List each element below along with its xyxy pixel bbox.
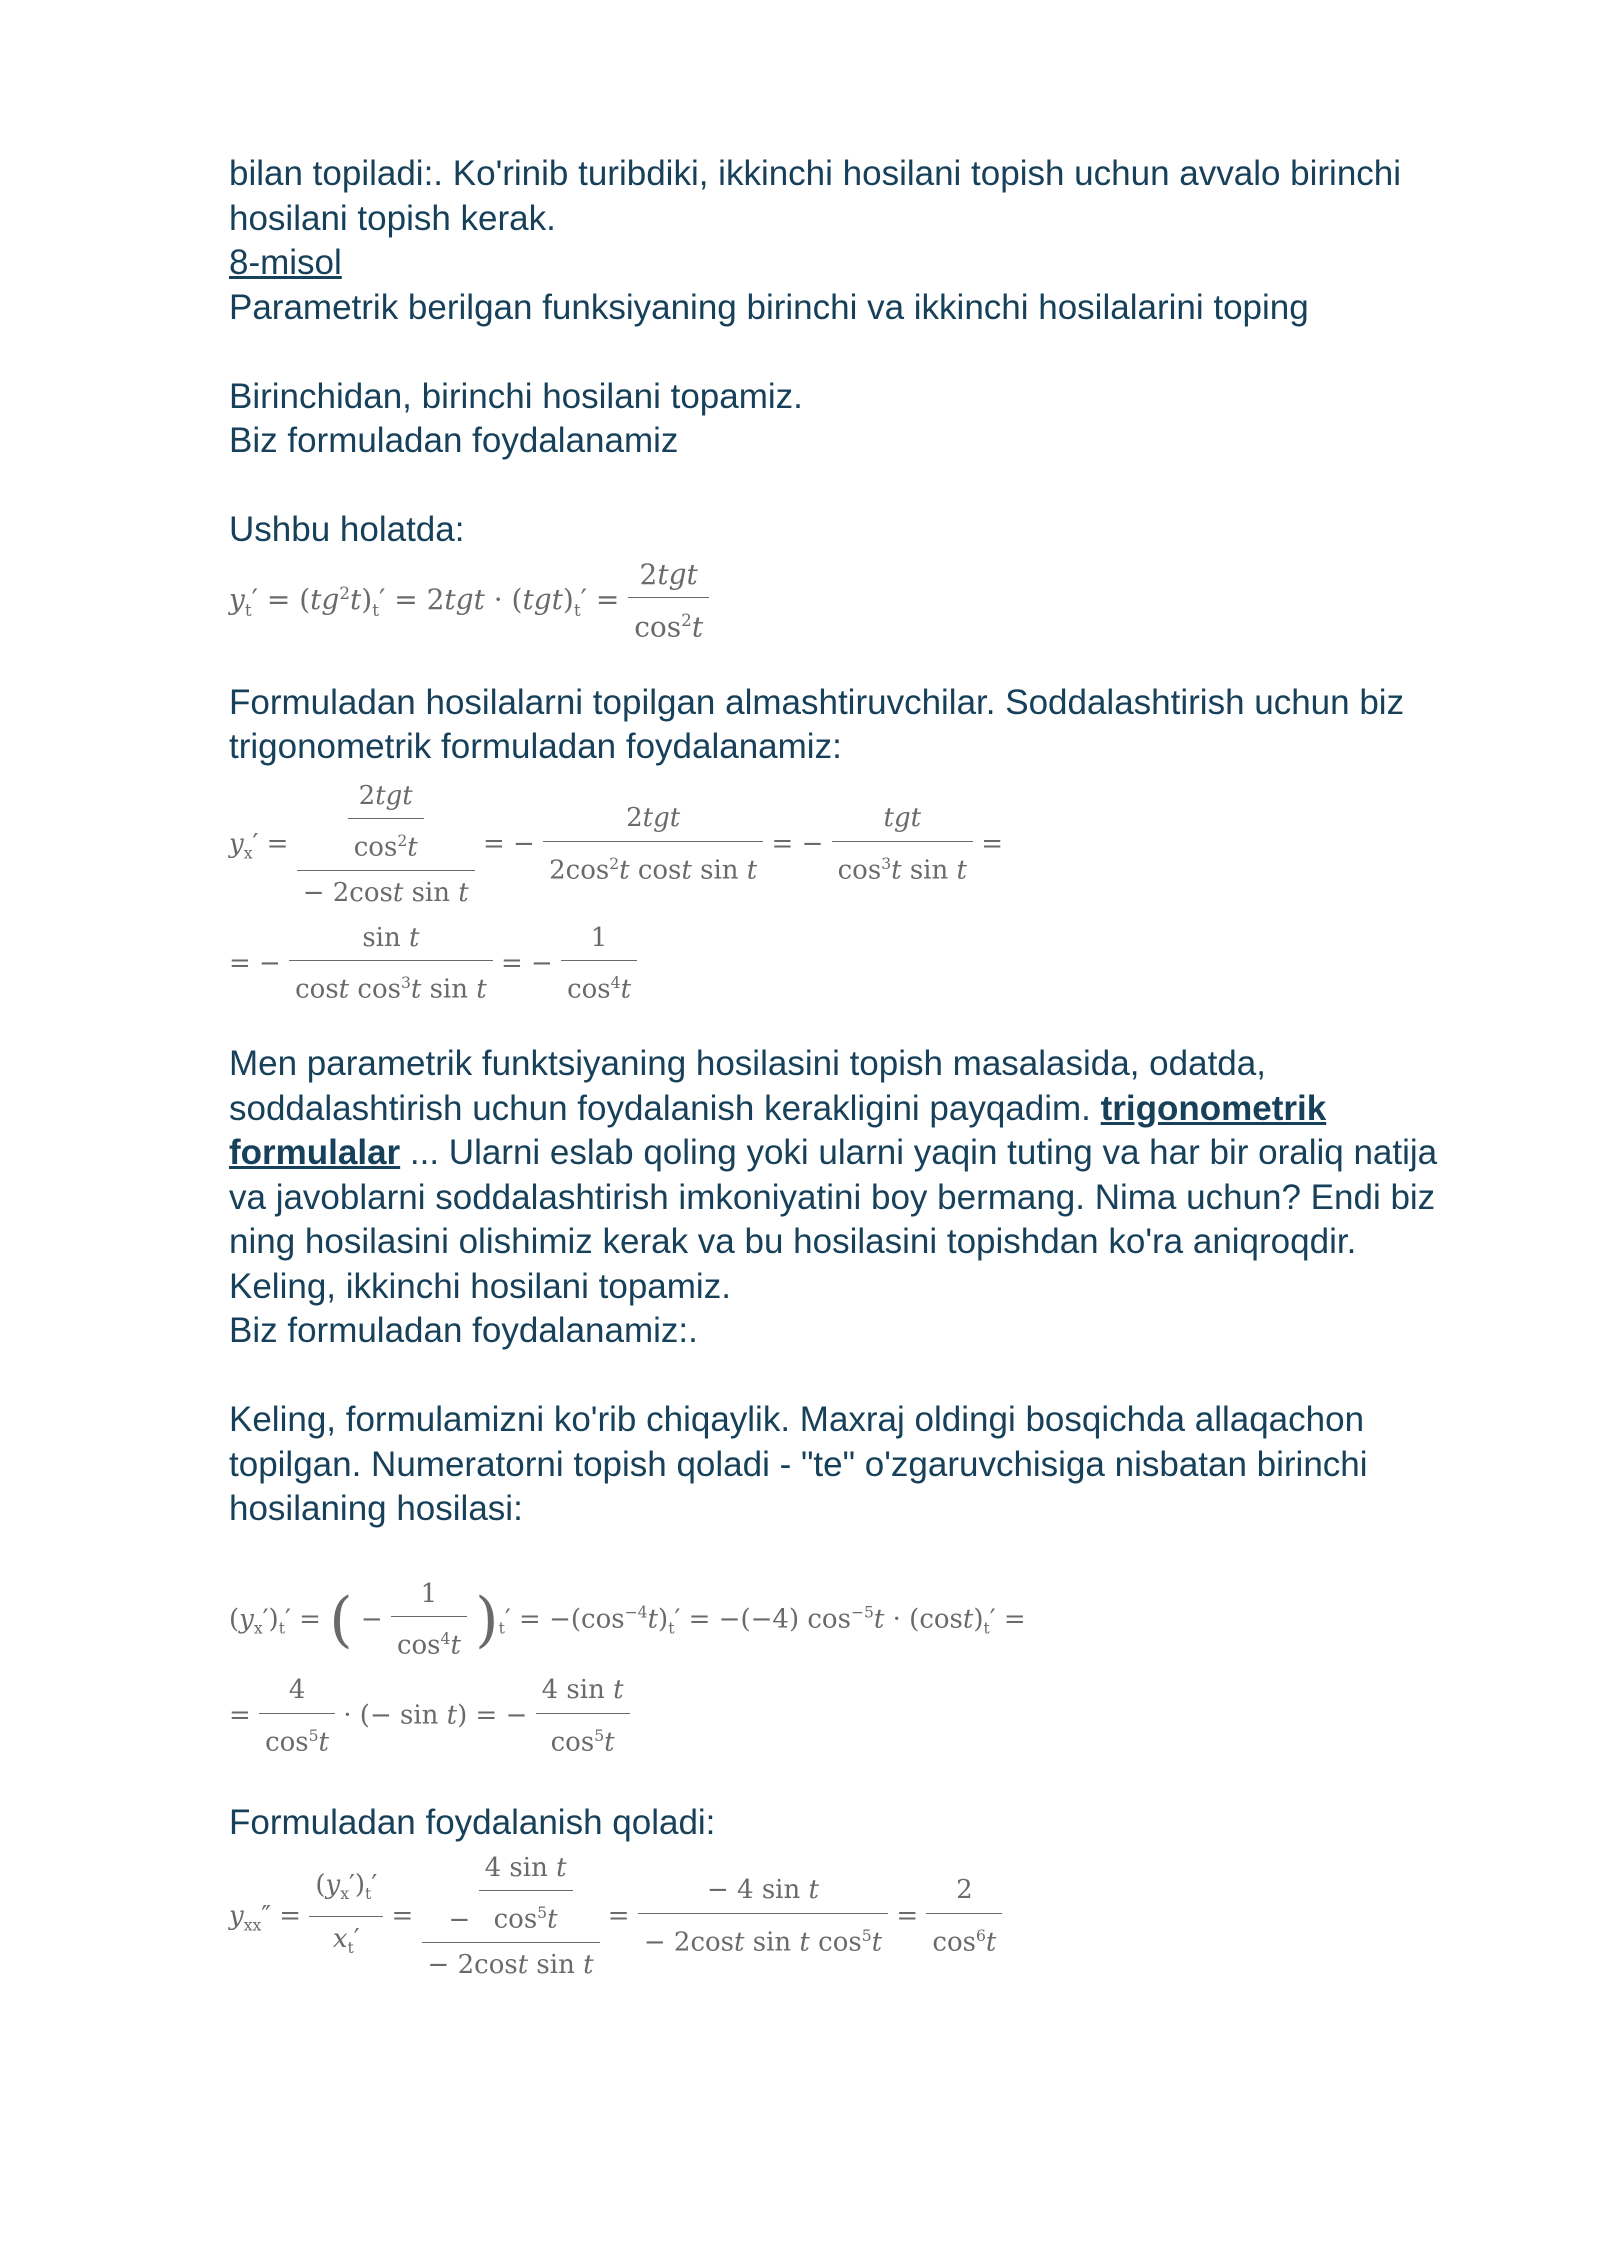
paragraph-formula-use-2: Biz formuladan foydalanamiz:. <box>229 1311 698 1351</box>
paragraph-intro: bilan topiladi:. Ko'rinib turibdiki, ikkinchi hosilani topish uchun avvalo birinchi hosilani topish kerak. <box>229 154 1402 238</box>
trig-formulas-link[interactable]: trigonometrik formulalar <box>229 1088 1327 1173</box>
paragraph-first-derivative: Birinchidan, birinchi hosilani topamiz. <box>229 376 803 416</box>
example-link[interactable]: 8-misol <box>229 243 342 282</box>
formula-numerator-cont: = $\frac{4}{\cos^5t}$ · (− sin t) = − $\frac{\text{4 sin t}}{\cos^5t}$ <box>229 1668 1469 1765</box>
formula-dy-dx: $y_x'$ = $\frac{\frac{\text{2tgt}}{\cos^2t}}{\text{− 2cost sin t}}$ = − $\frac{\text{2tgt}}{2\cos^2t \cos t \sin t}$ = − $\frac{\text{tgt}}{\cos^3t \sin t}$ = <box>229 774 1469 916</box>
formula-second-derivative: $y_{xx}''$ = $\frac{(y_x')_t'}{x_t'}$ = − $\frac{\text{4 sin t}}{\cos^5t}$ − 2cost sin t = $\frac{\text{− 4 sin t}}{- 2\cos t \sin t \cos^5t}$ = $\frac{2}{\cos^6t}$ <box>229 1846 1469 1988</box>
paragraph-apply-formula: Formuladan foydalanish qoladi: <box>229 1803 716 1843</box>
paragraph-substitution: Formuladan hosilalarni topilgan almashtiruvchilar. Soddalashtirish uchun biz trigonometrik formuladan foydalanamiz: <box>229 682 1405 766</box>
paragraph-task: Parametrik berilgan funksiyaning birinchi va ikkinchi hosilalarini toping <box>229 287 1309 327</box>
paragraph-observation: Men parametrik funktsiyaning hosilasini topish masalasida, odatda, soddalashtirish uchun foydalanish kerakligini payqadim. trigonometrik formulalar ... Ularni eslab qoling yoki ularni yaqin tuting va har bir oraliq natija va javoblarni soddalashtirish imkoniyatini boy bermang. Nima uchun? Endi biz ning hosilasini olishimiz kerak va bu hosilasini topishdan ko'ra aniqroqdir. <box>229 1044 1438 1262</box>
paragraph-second-derivative: Keling, ikkinchi hosilani topamiz. <box>229 1266 731 1306</box>
document-body <box>229 152 1469 1988</box>
paragraph-case: Ushbu holatda: <box>229 510 465 549</box>
formula-numerator: $(y_x')_t'$ = ( − $\frac{1}{\cos^4t}$ )$_t' = -(\cos^{-4}t)_t' = -(-4)$ $\cos^{-5}t \cdot (\cos t)_t'$ = <box>229 1572 1469 1669</box>
paragraph-formula-use: Biz formuladan foydalanamiz <box>229 421 679 460</box>
formula-dy-dx-cont: = − $\frac{\text{sin t}}{\cos t \cos^3t \sin t}$ = − $\frac{1}{\cos^4t}$ <box>229 916 1469 1013</box>
paragraph-numerator: Keling, formulamizni ko'rib chiqaylik. Maxraj oldingi bosqichda allaqachon topilgan. Numeratorni topish qoladi - "te" o'zgaruvchisiga nisbatan birinchi hosilaning hosilasi: <box>229 1400 1368 1529</box>
formula-first-derivative: $y_t' = (tg^2t)_t' = 2tgt \cdot (tgt)_t'$ = $\frac{\text{2tgt}}{\cos^2t}$ <box>229 553 1469 641</box>
